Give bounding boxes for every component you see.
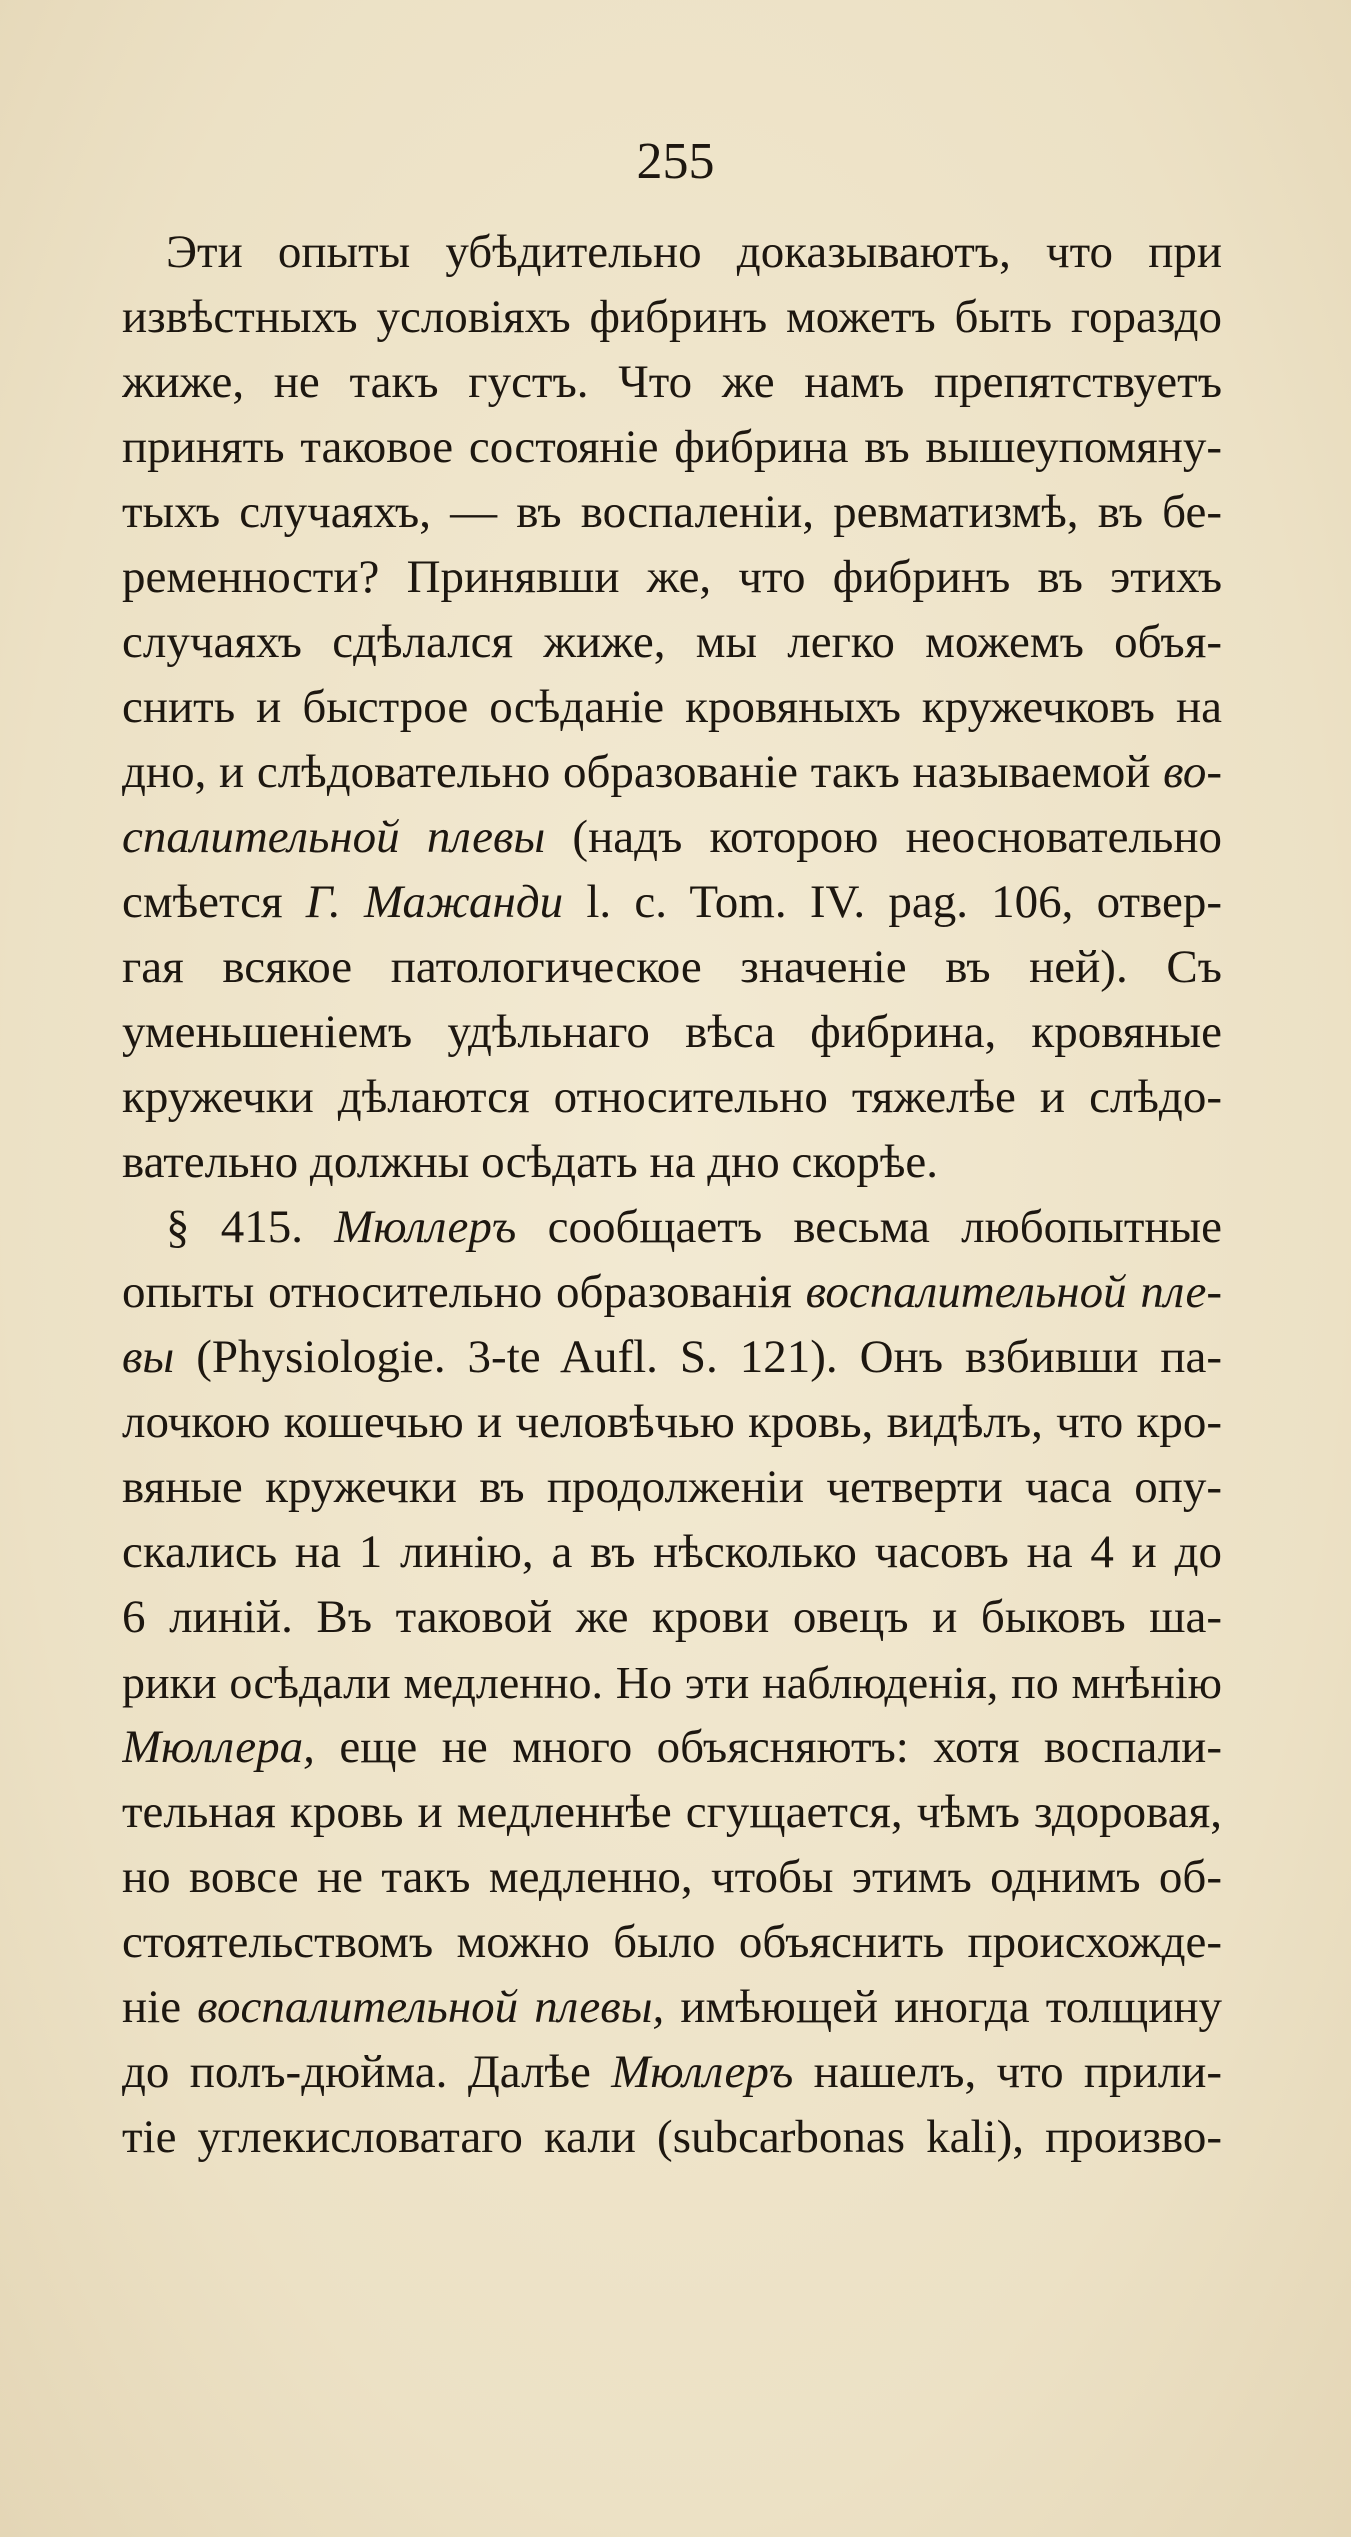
page-number: 255: [636, 133, 715, 190]
text-line: ніе воспалительной плевы, имѣющей иногда толщину: [122, 1981, 1222, 2033]
text-line: принять таковое состояніе фибрина въ вышеупомяну-: [122, 421, 1222, 473]
text-line: но вовсе не такъ медленно, чтобы этимъ однимъ об-: [122, 1851, 1222, 1903]
text-line: случаяхъ сдѣлался жиже, мы легко можемъ объя-: [122, 616, 1222, 668]
text-line: спалительной плевы (надъ которою неосновательно: [122, 811, 1222, 863]
text-line: вы (Physiologie. 3-te Aufl. S. 121). Онъ взбивши па-: [122, 1331, 1222, 1383]
text-line: вательно должны осѣдать на дно скорѣе.: [122, 1136, 938, 1188]
text-line: вяные кружечки въ продолженіи четверти часа опу-: [122, 1461, 1222, 1513]
text-line: кружечки дѣлаются относительно тяжелѣе и слѣдо-: [122, 1071, 1222, 1123]
text-line: § 415. Мюллеръ сообщаетъ весьма любопытные: [166, 1201, 1222, 1253]
text-line: Мюллера, еще не много объясняютъ: хотя воспали-: [122, 1721, 1222, 1773]
text-line: тіе углекисловатаго кали (subcarbonas kali), произво-: [122, 2111, 1222, 2163]
italic-name: Мюллеръ: [611, 2046, 794, 2098]
text-line: ременности? Принявши же, что фибринъ въ этихъ: [122, 551, 1222, 603]
text-line: стоятельствомъ можно было объяснить происхожде-: [122, 1916, 1222, 1968]
italic-name: Г. Мажанди: [305, 876, 564, 928]
italic-name: Мюллеръ: [334, 1201, 517, 1253]
text-line: жиже, не такъ густъ. Что же намъ препятствуетъ: [122, 356, 1222, 408]
text-line: смѣется Г. Мажанди l. c. Tom. IV. pag. 106, отвер-: [122, 876, 1222, 928]
paragraph-2: [122, 1195, 1222, 2170]
text-line: Эти опыты убѣдительно доказываютъ, что при: [166, 226, 1222, 278]
italic-term: спалительной плевы: [122, 811, 546, 863]
italic-term: вы: [122, 1331, 175, 1383]
text-line: гая всякое патологическое значеніе въ ней). Съ: [122, 941, 1222, 993]
text-line: лочкою кошечью и человѣчью кровь, видѣлъ, что кро-: [122, 1396, 1222, 1448]
text-line: рики осѣдали медленно. Но эти наблюденія, по мнѣнію: [122, 1657, 1222, 1708]
text-line: 6 линій. Въ таковой же крови овецъ и быковъ ша-: [122, 1591, 1222, 1643]
text-line: дно, и слѣдовательно образованіе такъ называемой во-: [122, 746, 1222, 798]
text-line: снить и быстрое осѣданіе кровяныхъ кружечковъ на: [122, 681, 1222, 733]
italic-term: воспалительной пле-: [805, 1266, 1222, 1318]
italic-term: воспалительной плевы,: [197, 1981, 665, 2033]
text-line: скались на 1 линію, а въ нѣсколько часовъ на 4 и до: [122, 1526, 1222, 1578]
text-line: тельная кровь и медленнѣе сгущается, чѣмъ здоровая,: [122, 1786, 1222, 1838]
italic-term: во-: [1163, 746, 1222, 798]
text-line: опыты относительно образованія воспалительной пле-: [122, 1266, 1222, 1318]
paragraph-1: [122, 220, 1222, 1195]
text-line: до полъ-дюйма. Далѣе Мюллеръ нашелъ, что прили-: [122, 2046, 1222, 2098]
text-line: уменьшеніемъ удѣльнаго вѣса фибрина, кровяные: [122, 1006, 1222, 1058]
italic-name: Мюллера,: [122, 1721, 315, 1773]
text-line: тыхъ случаяхъ, — въ воспаленіи, ревматизмѣ, въ бе-: [122, 486, 1222, 538]
text-line: извѣстныхъ условіяхъ фибринъ можетъ быть гораздо: [122, 291, 1222, 343]
